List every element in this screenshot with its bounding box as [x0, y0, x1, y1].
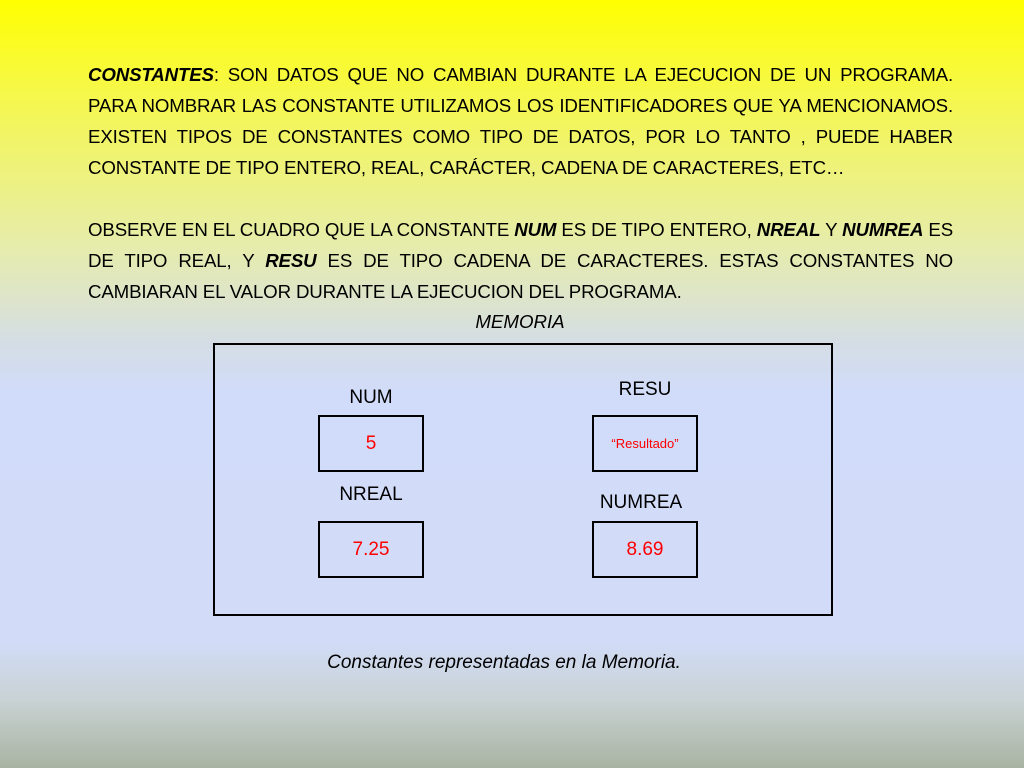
keyword-numrea: NUMREA — [842, 219, 924, 240]
definition-paragraph — [88, 59, 953, 183]
keyword-nreal: NREAL — [756, 219, 821, 240]
observation-paragraph — [88, 214, 953, 307]
constant-label-num: NUM — [349, 387, 393, 408]
constant-label-resu: RESU — [618, 379, 672, 400]
observation-text-1: OBSERVE EN EL CUADRO QUE LA CONSTANTE — [88, 219, 515, 240]
keyword-num: NUM — [514, 219, 557, 240]
keyword-resu: RESU — [265, 250, 317, 271]
constant-box-num: 5 — [318, 415, 424, 472]
figure-caption: Constantes representadas en la Memoria. — [327, 652, 681, 673]
constant-label-numrea: NUMREA — [599, 492, 683, 513]
observation-text-2: ES DE TIPO ENTERO, — [556, 219, 757, 240]
observation-text-4: ES DE TIPO REAL, Y — [88, 219, 954, 271]
definition-text: : SON DATOS QUE NO CAMBIAN DURANTE LA EJECUCION DE UN PROGRAMA. PARA NOMBRAR LAS CONSTANTE UTILIZAMOS LOS IDENTIFICADORES QUE YA MENCIONAMOS. EXISTEN TIPOS DE CONSTANTES COMO TIPO DE DATOS, POR LO TANTO , PUEDE HABER CONSTANTE DE TIPO ENTERO, REAL, CARÁCTER, CADENA DE CARACTERES, ETC… — [88, 64, 953, 178]
constant-box-nreal: 7.25 — [318, 521, 424, 578]
constant-label-nreal: NREAL — [339, 484, 403, 505]
memory-box — [213, 343, 833, 616]
constant-box-resu: “Resultado” — [592, 415, 698, 472]
constant-box-numrea: 8.69 — [592, 521, 698, 578]
observation-text-3: Y — [820, 219, 843, 240]
observation-text-5: ES DE TIPO CADENA DE CARACTERES. ESTAS CONSTANTES NO CAMBIARAN EL VALOR DURANTE LA EJECUCION DEL PROGRAMA. — [88, 250, 953, 302]
term-constantes: CONSTANTES — [88, 64, 214, 85]
memory-title: MEMORIA — [475, 311, 565, 332]
